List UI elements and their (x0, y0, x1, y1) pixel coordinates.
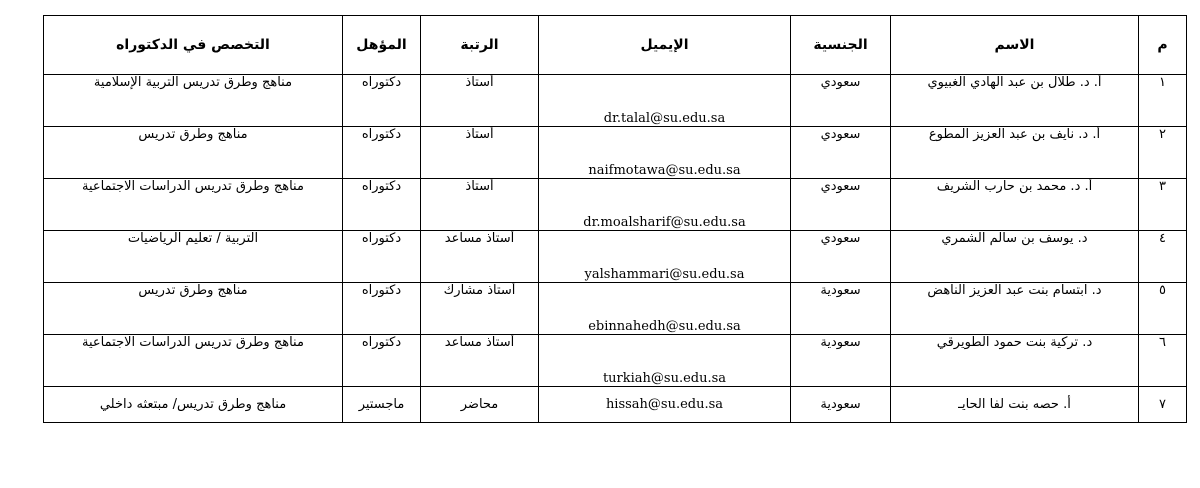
row-nationality: سعودية (791, 283, 891, 335)
row-name: أ. حصه بنت لفا الحايـ (891, 387, 1139, 423)
table-row (44, 283, 1187, 335)
row-num: ٧ (1139, 387, 1187, 423)
row-rank: أستاذ مساعد (421, 335, 539, 387)
row-name: أ. د. نايف بن عبد العزيز المطوع (891, 127, 1139, 179)
row-email: naifmotawa@su.edu.sa (539, 127, 791, 179)
row-email: yalshammari@su.edu.sa (539, 231, 791, 283)
header-nationality: الجنسية (791, 16, 891, 75)
row-nationality: سعودي (791, 127, 891, 179)
header-specialization: التخصص في الدكتوراه (44, 16, 343, 75)
header-num: م (1139, 16, 1187, 75)
row-nationality: سعودية (791, 387, 891, 423)
row-nationality: سعودي (791, 179, 891, 231)
row-specialization: مناهج وطرق تدريس (44, 127, 343, 179)
row-num: ١ (1139, 75, 1187, 127)
row-rank: أستاذ مساعد (421, 231, 539, 283)
row-email: dr.talal@su.edu.sa (539, 75, 791, 127)
row-nationality: سعودية (791, 335, 891, 387)
header-email: الإيميل (539, 16, 791, 75)
row-name: د. ابتسام بنت عبد العزيز الناهض (891, 283, 1139, 335)
row-nationality: سعودي (791, 75, 891, 127)
table-row (44, 179, 1187, 231)
table-row (44, 127, 1187, 179)
table-row (44, 387, 1187, 423)
row-num: ٤ (1139, 231, 1187, 283)
row-qualification: دكتوراه (343, 127, 421, 179)
header-qualification: المؤهل (343, 16, 421, 75)
row-name: د. يوسف بن سالم الشمري (891, 231, 1139, 283)
row-specialization: مناهج وطرق تدريس الدراسات الاجتماعية (44, 179, 343, 231)
row-email: hissah@su.edu.sa (539, 387, 791, 423)
row-name: أ. د. طلال بن عبد الهادي الغبيوي (891, 75, 1139, 127)
row-qualification: دكتوراه (343, 75, 421, 127)
row-specialization: التربية / تعليم الرياضيات (44, 231, 343, 283)
header-rank: الرتبة (421, 16, 539, 75)
row-nationality: سعودي (791, 231, 891, 283)
row-qualification: دكتوراه (343, 283, 421, 335)
row-rank: أستاذ (421, 75, 539, 127)
row-num: ٦ (1139, 335, 1187, 387)
table-row (44, 231, 1187, 283)
header-row (44, 16, 1187, 75)
row-email: ebinnahedh@su.edu.sa (539, 283, 791, 335)
row-qualification: ماجستير (343, 387, 421, 423)
row-rank: أستاذ (421, 179, 539, 231)
row-specialization: مناهج وطرق تدريس (44, 283, 343, 335)
row-num: ٥ (1139, 283, 1187, 335)
row-email: turkiah@su.edu.sa (539, 335, 791, 387)
table-row (44, 335, 1187, 387)
table-row (44, 75, 1187, 127)
faculty-table (43, 15, 1187, 423)
row-name: د. تركية بنت حمود الطويرقي (891, 335, 1139, 387)
row-specialization: مناهج وطرق تدريس/ مبتعثه داخلي (44, 387, 343, 423)
row-qualification: دكتوراه (343, 179, 421, 231)
row-qualification: دكتوراه (343, 231, 421, 283)
row-qualification: دكتوراه (343, 335, 421, 387)
header-name: الاسم (891, 16, 1139, 75)
row-num: ٣ (1139, 179, 1187, 231)
row-rank: أستاذ مشارك (421, 283, 539, 335)
row-rank: أستاذ (421, 127, 539, 179)
row-rank: محاضر (421, 387, 539, 423)
row-num: ٢ (1139, 127, 1187, 179)
row-specialization: مناهج وطرق تدريس الدراسات الاجتماعية (44, 335, 343, 387)
row-email: dr.moalsharif@su.edu.sa (539, 179, 791, 231)
row-name: أ. د. محمد بن حارب الشريف (891, 179, 1139, 231)
row-specialization: مناهج وطرق تدريس التربية الإسلامية (44, 75, 343, 127)
